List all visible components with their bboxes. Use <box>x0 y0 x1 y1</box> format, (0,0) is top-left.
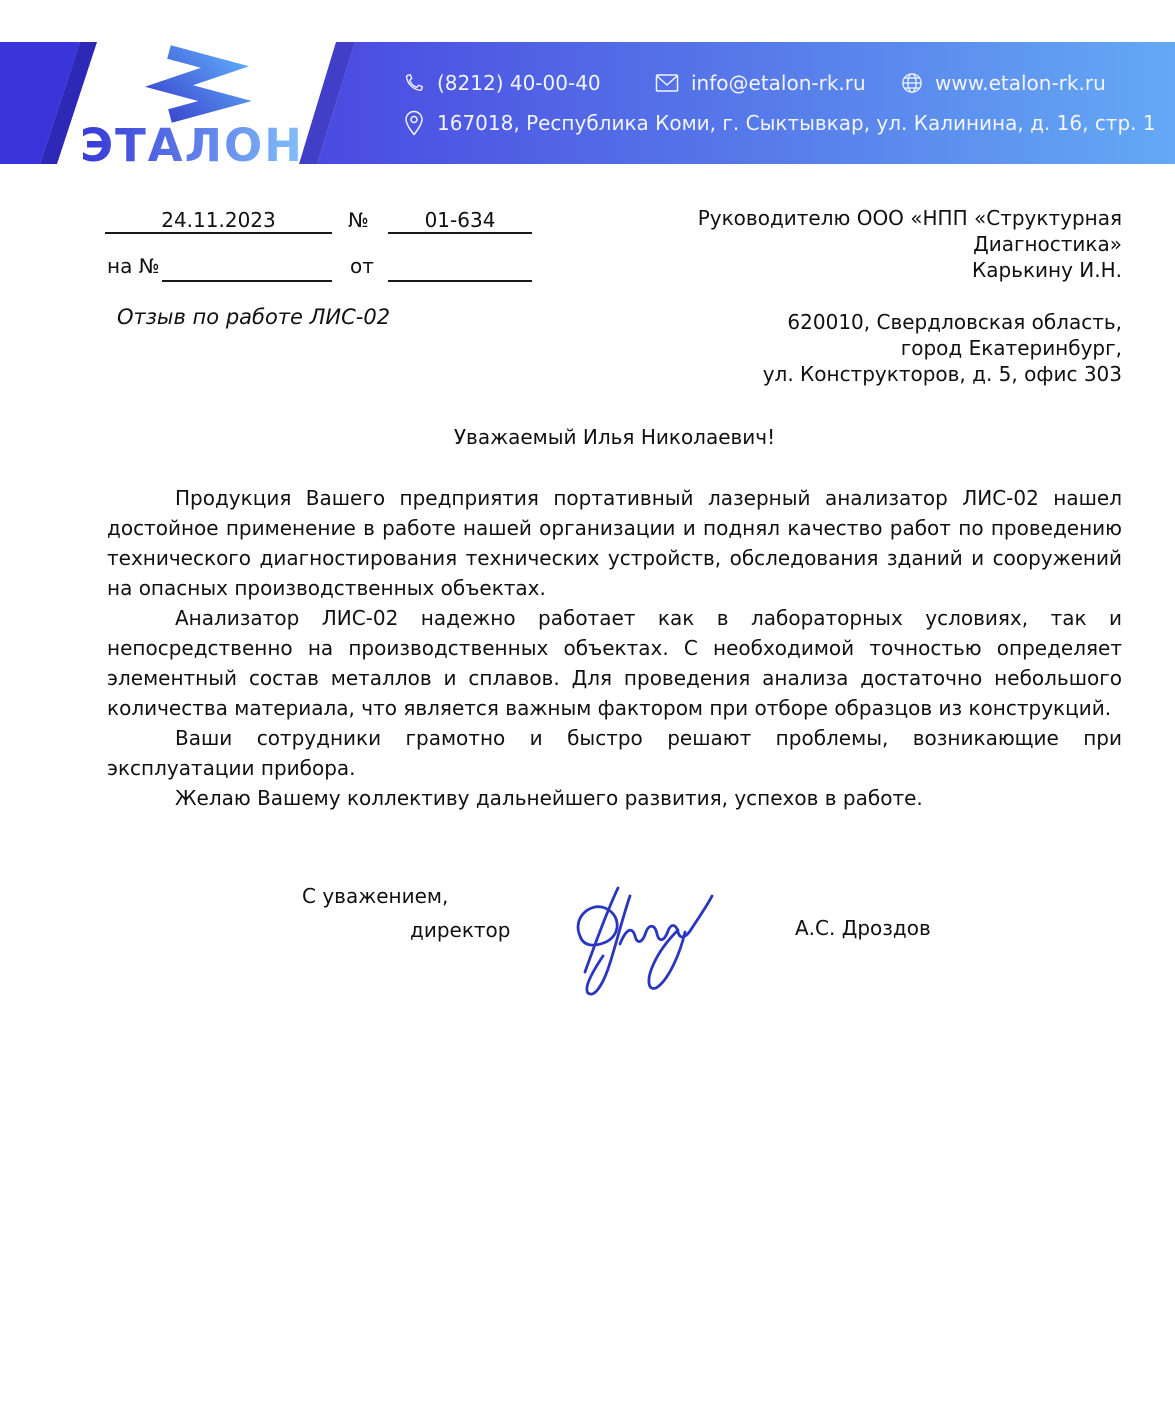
number-value: 01-634 <box>424 208 496 232</box>
signature-closing: С уважением, <box>302 884 449 908</box>
address-contact <box>403 110 1156 136</box>
globe-icon <box>901 72 923 94</box>
body-paragraph: Ваши сотрудники грамотно и быстро решают проблемы, возникающие при эксплуатации прибора. <box>107 726 1122 780</box>
phone-number: (8212) 40-00-40 <box>437 71 601 95</box>
phone-icon <box>403 72 425 94</box>
from-date-field <box>388 256 532 282</box>
salutation: Уважаемый Илья Николаевич! <box>453 425 776 449</box>
body-paragraph: Продукция Вашего предприятия портативный лазерный анализатор ЛИС-02 нашел достойное применение в работе нашей организации и поднял качество работ по проведению технического диагностирования технических устройств, обследования зданий и сооружений на опасных производственных объектах. <box>107 486 1122 600</box>
postal-address: 167018, Республика Коми, г. Сыктывкар, ул. Калинина, д. 16, стр. 1 <box>437 111 1156 135</box>
addressee-address-line: ул. Конструкторов, д. 5, офис 303 <box>762 362 1122 386</box>
signer-name: А.С. Дроздов <box>795 916 931 940</box>
addressee-spacer <box>698 283 1122 309</box>
body-paragraph: Желаю Вашему коллективу дальнейшего развития, успехов в работе. <box>175 786 923 810</box>
addressee-line: Карькину И.Н. <box>972 258 1122 282</box>
reply-number-field <box>162 256 332 282</box>
addressee-line: Диагностика» <box>973 232 1122 256</box>
body-paragraph: Анализатор ЛИС-02 надежно работает как в лабораторных условиях, так и непосредственно на производственных объектах. С необходимой точностью определяет элементный состав металлов и сплавов. Для проведения анализа достаточно небольшого количества материала, что является важным фактором при отборе образцов из конструкций. <box>107 606 1122 720</box>
addressee-line: Руководителю ООО «НПП «Структурная <box>697 206 1122 230</box>
addressee-address-line: город Екатеринбург, <box>900 336 1122 360</box>
logo-mark-icon <box>169 52 225 116</box>
website-url: www.etalon-rk.ru <box>935 71 1106 95</box>
addressee-block <box>698 205 1122 387</box>
addressee-address-line: 620010, Свердловская область, <box>787 310 1122 334</box>
logo-wordmark: ЭТАЛОН <box>80 119 304 172</box>
website-contact <box>901 70 1106 96</box>
reply-number-label: на № <box>107 254 160 278</box>
email-address: info@etalon-rk.ru <box>691 71 866 95</box>
email-icon <box>655 73 679 93</box>
letter-body <box>107 483 1122 813</box>
from-date-label: от <box>350 254 374 278</box>
date-field <box>105 208 332 234</box>
location-pin-icon <box>403 110 425 136</box>
banner-shape <box>317 42 1175 164</box>
date-value: 24.11.2023 <box>161 208 276 232</box>
email-contact <box>655 70 866 96</box>
number-field <box>388 208 532 234</box>
handwritten-signature <box>558 874 733 1019</box>
letter-subject: Отзыв по работе ЛИС-02 <box>117 305 391 329</box>
phone-contact <box>403 70 601 96</box>
number-label: № <box>348 208 369 232</box>
signer-title: директор <box>410 918 511 942</box>
